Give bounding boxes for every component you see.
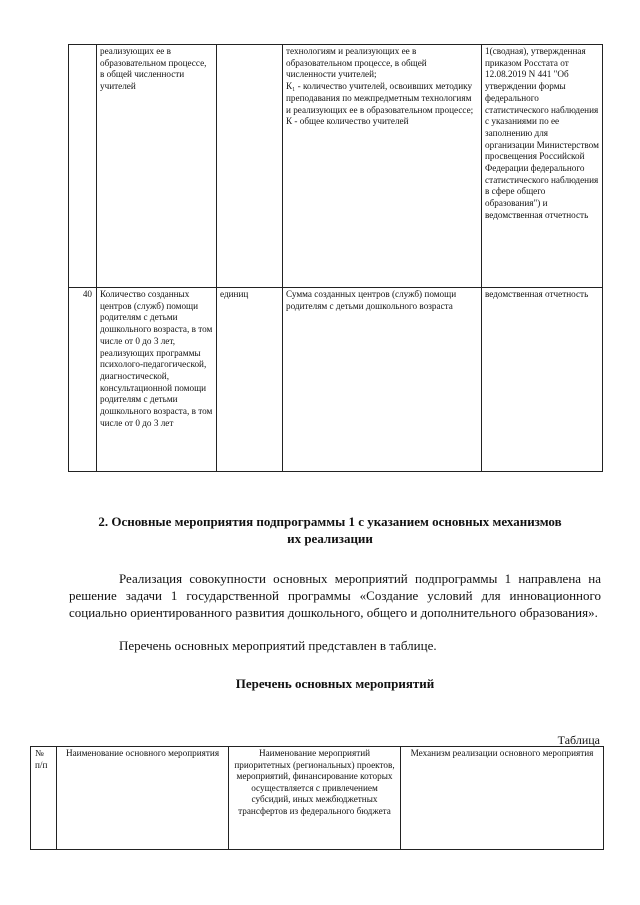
column-header-measure-name: Наименование основного мероприятия: [57, 747, 229, 850]
row-number: 40: [69, 288, 97, 472]
indicator-unit: единиц: [217, 288, 283, 472]
column-header-priority-projects: Наименование мероприятий приоритетных (региональных) проектов, мероприятий, финансирование которых осуществляется с привлечением субсидий, иных межбюджетных трансфертов из федерального бюджета: [229, 747, 401, 850]
calculation-method: технологиям и реализующих ее в образовательном процессе, в общей численности учителей; К₁ - количество учителей, освоивших методику преподавания по межпредметным технологиям и реализующих ее в образовательном процессе; К - общее количество учителей: [283, 45, 482, 288]
paragraph: Реализация совокупности основных мероприятий подпрограммы 1 направлена на решение задачи 1 государственной программы «Создание условий для инновационного социально ориентированного развития дошкольного, общего и дополнительного образования».: [69, 571, 601, 620]
indicator-name: реализующих ее в образовательном процессе, в общей численности учителей: [97, 45, 217, 288]
data-source: ведомственная отчетность: [482, 288, 603, 472]
calculation-method: Сумма созданных центров (служб) помощи родителям с детьми дошкольного возраста: [283, 288, 482, 472]
column-header-number: № п/п: [31, 747, 57, 850]
table-header-row: [31, 747, 604, 850]
table-row: [69, 45, 603, 288]
column-header-mechanism: Механизм реализации основного мероприятия: [401, 747, 604, 850]
indicator-name: Количество созданных центров (служб) помощи родителям с детьми дошкольного возраста, в том числе от 0 до 3 лет, реализующих программы психолого-педагогической, диагностической, консультационной помощи родителям с детьми дошкольного возраста, в том числе от 0 до 3 лет: [97, 288, 217, 472]
table-row: [69, 288, 603, 472]
indicators-table-continuation: [68, 44, 603, 472]
main-measures-table: [30, 746, 604, 850]
section-heading: 2. Основные мероприятия подпрограммы 1 с указанием основных механизмов их реализации: [98, 514, 562, 546]
indicator-unit: [217, 45, 283, 288]
paragraph: Перечень основных мероприятий представлен в таблице.: [119, 638, 437, 653]
list-heading: Перечень основных мероприятий: [235, 676, 435, 691]
data-source: 1(сводная), утвержденная приказом Росстата от 12.08.2019 N 441 "Об утверждении формы федерального статистического наблюдения с указаниями по ее заполнению для организации Министерством просвещения Российской Федерации федерального статистического наблюдения в сфере общего образования") и ведомственная отчетность: [482, 45, 603, 288]
table-label: Таблица: [557, 733, 600, 747]
row-number: [69, 45, 97, 288]
